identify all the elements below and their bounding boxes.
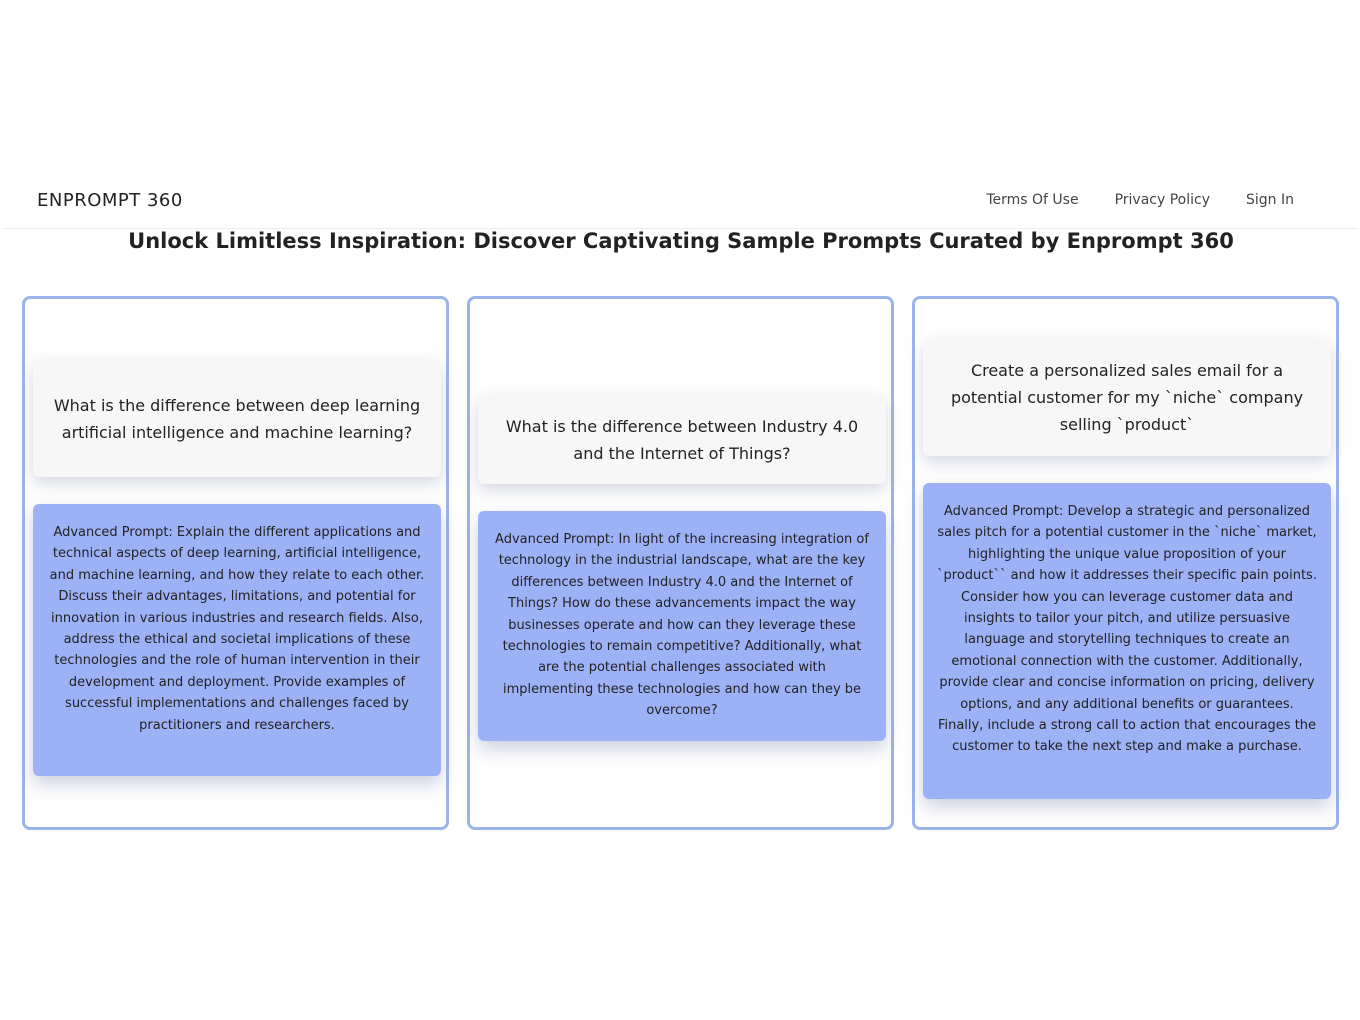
- prompt-card[interactable]: [912, 296, 1339, 830]
- advanced-prompt: Advanced Prompt: Explain the different applications and technical aspects of deep learning, artificial intelligence, and machine learning, and how they relate to each other. Discuss their advantages, limitations, and potential for innovation in various industries and research fields. Also, address the ethical and societal implications of these technologies and the role of human intervention in their development and deployment. Provide examples of successful implementations and challenges faced by practitioners and researchers.: [33, 504, 441, 776]
- advanced-prompt: Advanced Prompt: In light of the increasing integration of technology in the industrial landscape, what are the key differences between Industry 4.0 and the Internet of Things? How do these advancements impact the way businesses operate and how can they leverage these technologies to remain competitive? Additionally, what are the potential challenges associated with implementing these technologies and how can they be overcome?: [478, 511, 886, 741]
- page-title: Unlock Limitless Inspiration: Discover Captivating Sample Prompts Curated by Enprompt 360: [128, 229, 1234, 253]
- prompt-question: Create a personalized sales email for a potential customer for my `niche` company selling `product`: [923, 339, 1331, 456]
- navbar: [4, 172, 1358, 229]
- nav-privacy-policy[interactable]: Privacy Policy: [1114, 192, 1210, 208]
- nav-terms-of-use[interactable]: Terms Of Use: [986, 192, 1079, 208]
- brand-logo[interactable]: ENPROMPT 360: [37, 190, 183, 211]
- prompt-card[interactable]: [22, 296, 449, 830]
- nav-sign-in[interactable]: Sign In: [1246, 192, 1294, 208]
- nav-links: [986, 192, 1294, 208]
- prompt-question: What is the difference between deep learning artificial intelligence and machine learning?: [33, 360, 441, 477]
- advanced-prompt: Advanced Prompt: Develop a strategic and personalized sales pitch for a potential customer in the `niche` market, highlighting the unique value proposition of your `product`` and how it addresses their specific pain points. Consider how you can leverage customer data and insights to tailor your pitch, and utilize persuasive language and storytelling techniques to create an emotional connection with the customer. Additionally, provide clear and concise information on pricing, delivery options, and any additional benefits or guarantees. Finally, include a strong call to action that encourages the customer to take the next step and make a purchase.: [923, 483, 1331, 799]
- prompt-card[interactable]: [467, 296, 894, 830]
- prompt-question: What is the difference between Industry 4.0 and the Internet of Things?: [478, 395, 886, 484]
